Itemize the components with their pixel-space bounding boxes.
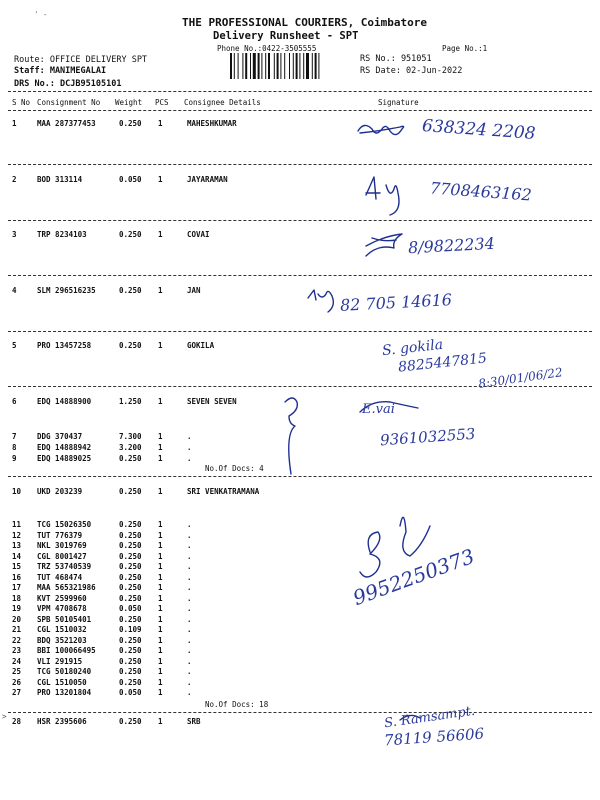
table-row: 23 BBI 100066495 0.250 1 . [12, 646, 192, 655]
handwritten-name: S. Ramsampt. [383, 703, 476, 732]
rs-date: RS Date: 02-Jun-2022 [360, 66, 463, 76]
handwritten-phone: 7708463162 [429, 178, 533, 205]
handwritten-name: S. gokila [381, 336, 444, 360]
docs-count: No.Of Docs: 4 [205, 464, 264, 473]
barcode [229, 53, 343, 79]
table-row: 24 VLI 291915 0.250 1 . [12, 656, 192, 666]
page-mark: > [2, 712, 7, 721]
divider [8, 220, 592, 221]
page-number: Page No.:1 [442, 44, 488, 53]
handwritten-name: E.vai [362, 402, 395, 417]
route: Route: OFFICE DELIVERY SPT [14, 55, 148, 65]
table-row: 15 TRZ 53740539 0.250 1 . [12, 562, 192, 571]
table-row: 16 TUT 468474 0.250 1 . [12, 572, 192, 582]
handwritten-phone: 638324 2208 [421, 116, 537, 144]
table-row: 6 EDQ 14888900 1.250 1 SEVEN SEVEN [12, 397, 237, 406]
handwritten-phone: 9361032553 [379, 424, 476, 450]
staff: Staff: MANIMEGALAI [14, 66, 107, 76]
table-row: 2 BOD 313114 0.050 1 JAYARAMAN [12, 175, 228, 184]
table-row: 5 PRO 13457258 0.250 1 GOKILA [12, 341, 215, 350]
table-row: 11 TCG 15026350 0.250 1 . [12, 520, 192, 529]
table-row: 21 CGL 1510032 0.109 1 . [12, 625, 192, 634]
divider [8, 476, 592, 477]
table-row: 10 UKD 203239 0.250 1 SRI VENKATRAMANA [12, 487, 260, 496]
table-row: 1 MAA 287377453 0.250 1 MAHESHKUMAR [12, 119, 237, 128]
col-sno: S No [12, 98, 31, 107]
rs-number: RS No.: 951051 [360, 54, 432, 64]
col-weight: Weight [115, 98, 143, 107]
divider [8, 91, 592, 92]
table-row: 19 VPM 4708678 0.050 1 . [12, 604, 192, 613]
handwritten-phone: 8/9822234 [407, 233, 496, 258]
handwritten-phone: 82 705 14616 [339, 290, 453, 315]
col-consignment: Consignment No [37, 98, 101, 107]
divider [8, 110, 592, 111]
table-row: 25 TCG 50180240 0.250 1 . [12, 667, 192, 676]
table-row: 9 EDQ 14889025 0.250 1 . [12, 454, 192, 463]
divider [8, 275, 592, 276]
divider [8, 164, 592, 165]
company-title: THE PROFESSIONAL COURIERS, Coimbatore [182, 16, 428, 29]
table-row: 27 PRO 13201804 0.050 1 . [12, 688, 192, 697]
col-pcs: PCS [155, 98, 169, 107]
divider [8, 331, 592, 332]
handwritten-phone: 9952250373 [349, 543, 478, 611]
table-row: 17 MAA 565321986 0.250 1 . [12, 583, 192, 592]
table-row: 14 CGL 8001427 0.250 1 . [12, 551, 192, 561]
table-row: 3 TRP 8234103 0.250 1 COVAI [12, 230, 210, 239]
table-row: 20 SPB 50105401 0.250 1 . [12, 614, 192, 624]
col-consignee: Consignee Details [184, 98, 261, 107]
phone-number: Phone No.:0422-3505555 [217, 44, 317, 53]
table-row: 26 CGL 1510050 0.250 1 . [12, 677, 192, 687]
table-row: 7 DDG 370437 7.300 1 . [12, 432, 192, 441]
table-row: 13 NKL 3019769 0.250 1 . [12, 541, 192, 550]
docs-count: No.Of Docs: 18 [205, 700, 269, 709]
handwritten-phone: 8825447815 [397, 350, 488, 376]
table-row: 28 HSR 2395606 0.250 1 SRB [12, 717, 201, 726]
table-row: 8 EDQ 14888942 3.200 1 . [12, 443, 192, 452]
table-row: 18 KVT 2599960 0.250 1 . [12, 593, 192, 603]
table-row: 22 BDQ 3521203 0.250 1 . [12, 635, 192, 645]
document-title: Delivery Runsheet - SPT [213, 30, 359, 42]
col-signature: Signature [378, 98, 419, 107]
drs-number: DRS No.: DCJB95105101 [14, 79, 122, 89]
handwritten-date: 8:30/01/06/22 [477, 365, 564, 391]
table-row: 4 SLM 296516235 0.250 1 JAN [12, 286, 201, 295]
corner-mark: ' - [34, 10, 48, 19]
handwritten-phone: 78119 56606 [383, 724, 485, 750]
table-row: 12 TUT 776379 0.250 1 . [12, 530, 192, 540]
divider [8, 712, 592, 713]
